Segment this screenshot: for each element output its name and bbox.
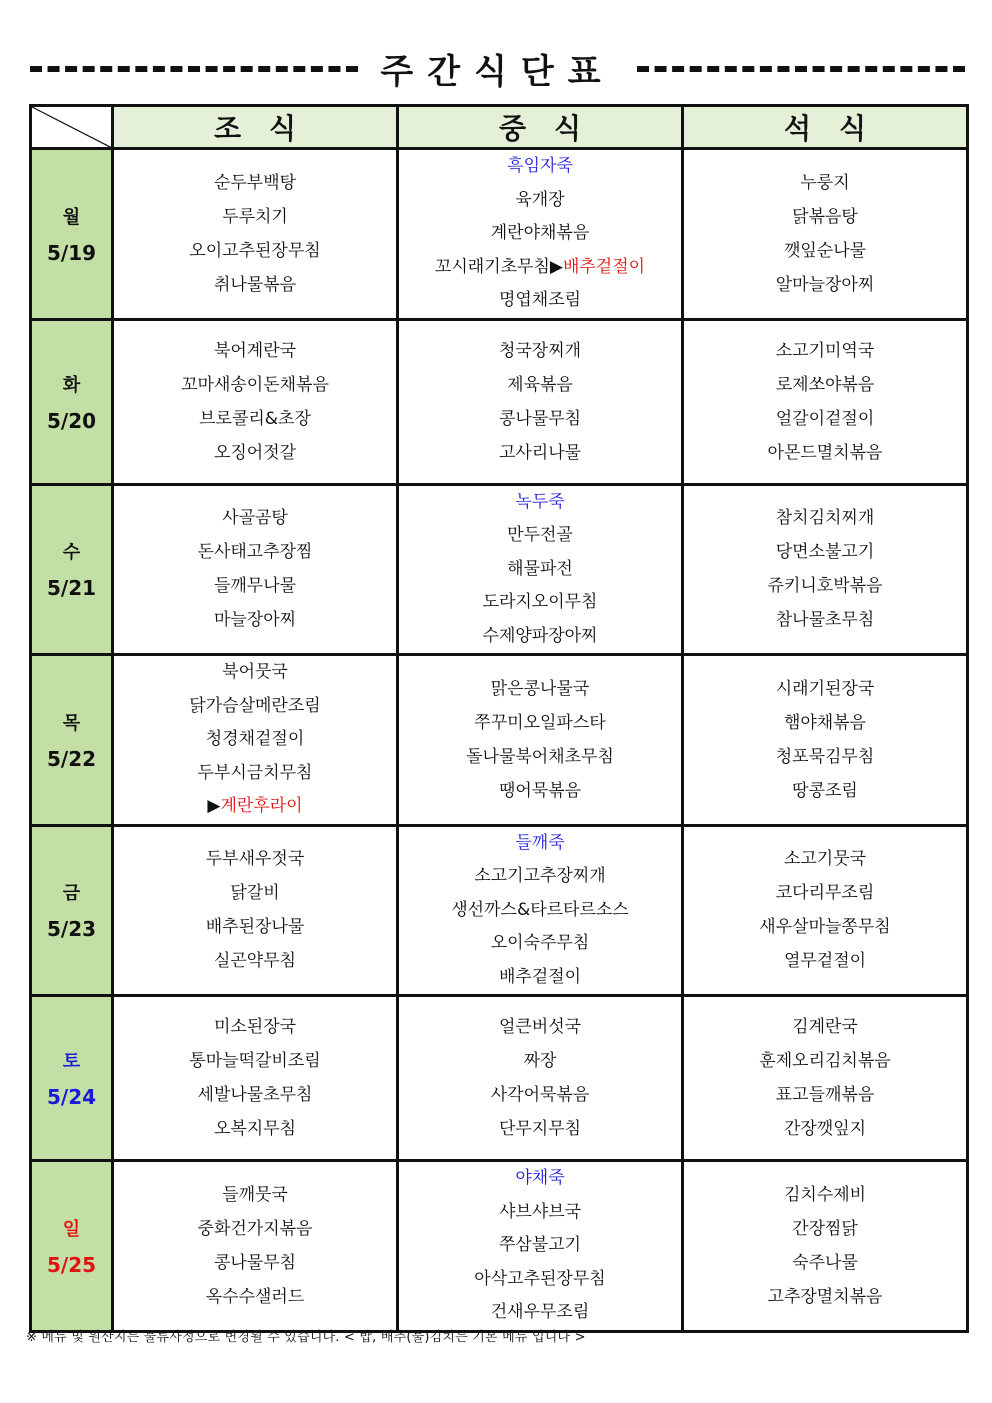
menu-item — [114, 436, 396, 470]
menu-item-text: 로제쏘야볶음 — [775, 374, 875, 395]
header-dinner: 석식 — [683, 106, 968, 149]
menu-item — [399, 217, 681, 251]
day-row — [31, 825, 968, 996]
menu-item-text: 오징어젓갈 — [213, 442, 297, 463]
menu-item-text: 해물파전 — [507, 558, 573, 579]
menu-item-text: 단무지무침 — [498, 1119, 582, 1139]
menu-item-text: 순두부백탕 — [213, 172, 297, 193]
day-row — [31, 149, 968, 320]
menu-item-text: 사각어묵볶음 — [490, 1085, 590, 1105]
menu-item-text: 두부시금치무침 — [197, 762, 313, 783]
menu-item-text: 콩나물무침 — [213, 1252, 297, 1273]
breakfast-cell — [113, 655, 398, 826]
menu-item-text: 코다리무조림 — [775, 883, 875, 904]
menu-item — [114, 876, 396, 910]
menu-item-text: ▶ — [207, 796, 221, 816]
menu-item-text: 짜장 — [523, 1051, 557, 1071]
menu-item — [114, 200, 396, 234]
menu-item-text: 김치수제비 — [783, 1184, 867, 1205]
menu-item-text: 실곤약무침 — [213, 951, 297, 972]
menu-item-text: 북어뭇국 — [222, 662, 288, 682]
menu-item-text: 들깨죽 — [515, 832, 565, 853]
day-date: 5/21 — [46, 576, 97, 601]
menu-item-text: 알마늘장아찌 — [775, 274, 875, 295]
menu-item-text: 육개장 — [515, 189, 565, 210]
day-name: 일 — [62, 1218, 81, 1240]
day-row — [31, 996, 968, 1161]
menu-item-text: 청포묵김무침 — [775, 746, 875, 767]
menu-item-text: 쭈삼불고기 — [498, 1235, 582, 1255]
menu-item — [114, 234, 396, 268]
menu-item-text: 샤브샤브국 — [498, 1201, 582, 1222]
day-row — [31, 655, 968, 826]
menu-item — [114, 842, 396, 876]
menu-item — [399, 620, 681, 654]
menu-item — [114, 1078, 396, 1112]
menu-item — [684, 436, 966, 470]
menu-item-text: 아몬드멸치볶음 — [767, 442, 883, 463]
menu-item — [684, 1010, 966, 1044]
menu-item-text: 꼬시래기초무침▶ — [434, 256, 563, 277]
menu-item — [684, 200, 966, 234]
menu-item — [114, 910, 396, 944]
menu-item-text: 수제양파장아찌 — [482, 625, 598, 646]
menu-item-text: 오이숙주무침 — [490, 933, 590, 953]
menu-item-text: 소고기고추장찌개 — [474, 866, 606, 886]
menu-item — [399, 860, 681, 894]
menu-item-text: 아삭고추된장무침 — [474, 1268, 606, 1289]
menu-item — [114, 690, 396, 724]
lunch-cell — [398, 996, 683, 1161]
menu-item-text: 누룽지 — [800, 172, 850, 193]
menu-item-text: 배추겉절이 — [498, 966, 582, 987]
menu-item — [399, 1196, 681, 1230]
menu-item-text: 녹두죽 — [515, 491, 565, 512]
breakfast-cell — [113, 825, 398, 996]
menu-item — [114, 334, 396, 368]
menu-item — [684, 1246, 966, 1280]
menu-item — [114, 723, 396, 757]
menu-item-text: 들깨무나물 — [213, 576, 297, 597]
day-name: 목 — [62, 712, 81, 734]
menu-item — [684, 944, 966, 978]
menu-item — [684, 672, 966, 706]
menu-item — [399, 1296, 681, 1330]
menu-item-text: 깻잎순나물 — [783, 240, 867, 261]
day-cell — [31, 655, 113, 826]
corner-cell — [31, 106, 113, 149]
menu-item — [114, 1178, 396, 1212]
menu-item-text: 표고들깨볶음 — [775, 1085, 875, 1105]
menu-item — [399, 827, 681, 861]
menu-item — [114, 368, 396, 402]
day-date: 5/22 — [46, 746, 97, 771]
breakfast-cell — [113, 149, 398, 320]
menu-item-text: 맑은콩나물국 — [490, 678, 590, 699]
menu-item-text: 열무겉절이 — [783, 951, 867, 972]
menu-item-text: 사골곰탕 — [222, 508, 288, 529]
lunch-cell — [398, 484, 683, 655]
day-row — [31, 484, 968, 655]
menu-item — [399, 251, 681, 285]
menu-item-text: 당면소불고기 — [775, 542, 875, 563]
title-row — [30, 46, 965, 90]
menu-item-text: 얼갈이겉절이 — [775, 408, 875, 429]
day-cell — [31, 1161, 113, 1332]
menu-item — [114, 1010, 396, 1044]
menu-item-text: 명엽채조림 — [498, 290, 582, 310]
menu-item — [114, 1246, 396, 1280]
menu-item — [399, 894, 681, 928]
menu-item — [684, 501, 966, 535]
menu-item — [399, 1010, 681, 1044]
menu-item — [399, 1162, 681, 1196]
menu-item-text: 야채죽 — [515, 1168, 565, 1188]
menu-item-text: 옥수수샐러드 — [205, 1286, 305, 1307]
menu-item-text: 콩나물무침 — [498, 408, 582, 429]
day-date: 5/23 — [46, 917, 97, 942]
header-breakfast: 조식 — [113, 106, 398, 149]
day-cell — [31, 825, 113, 996]
menu-item-text: 통마늘떡갈비조림 — [189, 1051, 321, 1071]
menu-item — [684, 368, 966, 402]
day-date: 5/24 — [46, 1085, 97, 1109]
menu-item-text: 브로콜리&초장 — [199, 408, 311, 429]
menu-item — [684, 740, 966, 774]
day-name: 수 — [62, 542, 81, 564]
menu-item — [684, 268, 966, 302]
menu-item-text: 청경채겉절이 — [205, 729, 305, 749]
day-name: 금 — [62, 883, 81, 905]
dinner-cell — [683, 1161, 968, 1332]
menu-item-text: 두루치기 — [222, 206, 288, 227]
menu-item-text: 오복지무침 — [213, 1119, 297, 1139]
day-cell — [31, 149, 113, 320]
menu-item-text: 오이고추된장무침 — [189, 240, 321, 261]
menu-item-text: 새우살마늘쫑무침 — [759, 917, 891, 938]
menu-item-text: 쥬키니호박볶음 — [767, 576, 883, 597]
menu-item — [684, 876, 966, 910]
dinner-cell — [683, 655, 968, 826]
menu-item — [114, 268, 396, 302]
page-title: 주간식단표 — [380, 51, 615, 92]
menu-item-text: 꼬마새송이돈채볶음 — [181, 374, 329, 395]
menu-item — [684, 603, 966, 637]
menu-item-text: 훈제오리김치볶음 — [759, 1051, 891, 1071]
menu-item — [399, 368, 681, 402]
menu-item-text: 닭가슴살메란조림 — [189, 695, 321, 716]
menu-item — [399, 740, 681, 774]
menu-item-text: 청국장찌개 — [498, 340, 582, 361]
menu-item — [399, 586, 681, 620]
menu-item-text: 소고기미역국 — [775, 340, 875, 361]
menu-item — [399, 284, 681, 318]
header-lunch: 중식 — [398, 106, 683, 149]
menu-item — [399, 1112, 681, 1146]
menu-item-text: 간장깻잎지 — [783, 1119, 867, 1139]
day-name: 화 — [62, 374, 81, 396]
day-cell — [31, 319, 113, 484]
menu-item-highlight: 계란후라이 — [220, 796, 303, 816]
menu-item — [399, 334, 681, 368]
menu-item — [684, 706, 966, 740]
menu-item-text: 간장찜닭 — [792, 1218, 858, 1239]
day-date: 5/20 — [46, 408, 97, 433]
menu-item — [684, 1078, 966, 1112]
menu-item-text: 생선까스&타르타르소스 — [451, 899, 629, 920]
menu-item-text: 만두전골 — [507, 525, 573, 545]
day-row — [31, 1161, 968, 1332]
menu-item-text: 도라지오이무침 — [482, 592, 598, 612]
dinner-cell — [683, 484, 968, 655]
menu-item — [399, 774, 681, 808]
menu-item — [684, 774, 966, 808]
lunch-cell — [398, 319, 683, 484]
day-name: 토 — [62, 1051, 81, 1072]
menu-item — [684, 402, 966, 436]
menu-item-text: 참나물초무침 — [775, 610, 875, 631]
menu-item — [399, 1044, 681, 1078]
menu-item-text: 세발나물초무침 — [197, 1085, 313, 1105]
menu-item — [684, 334, 966, 368]
menu-item-text: 소고기뭇국 — [783, 849, 867, 870]
menu-item — [684, 1044, 966, 1078]
menu-item-text: 땅콩조림 — [792, 780, 858, 801]
menu-item — [399, 1229, 681, 1263]
menu-item-text: 건새우무조림 — [490, 1302, 590, 1322]
menu-item — [399, 672, 681, 706]
header-row — [31, 106, 968, 149]
breakfast-cell — [113, 1161, 398, 1332]
day-date: 5/19 — [46, 240, 97, 265]
menu-item — [684, 166, 966, 200]
menu-item — [114, 1212, 396, 1246]
dinner-cell — [683, 825, 968, 996]
menu-item-text: 미소된장국 — [213, 1017, 297, 1037]
lunch-cell — [398, 1161, 683, 1332]
menu-item-text: 얼큰버섯국 — [498, 1017, 582, 1037]
menu-item-text: 고추장멸치볶음 — [767, 1286, 883, 1307]
menu-item — [684, 1212, 966, 1246]
menu-item-text: 닭갈비 — [230, 883, 280, 904]
menu-item-text: 중화건가지볶음 — [197, 1218, 313, 1239]
menu-item-text: 쭈꾸미오일파스타 — [474, 712, 606, 733]
menu-item — [114, 402, 396, 436]
day-date: 5/25 — [46, 1252, 97, 1277]
menu-item — [114, 535, 396, 569]
lunch-cell — [398, 655, 683, 826]
menu-item — [114, 569, 396, 603]
menu-item — [114, 1112, 396, 1146]
menu-item-text: 계란야채볶음 — [490, 223, 590, 243]
menu-item-text: 땡어묵볶음 — [498, 780, 582, 801]
menu-item-text: 시래기된장국 — [775, 678, 875, 699]
menu-item — [399, 519, 681, 553]
menu-item-text: 북어계란국 — [213, 340, 297, 361]
menu-item — [399, 706, 681, 740]
menu-item-text: 제육볶음 — [507, 374, 573, 395]
menu-item-text: 돌나물북어채초무침 — [466, 746, 614, 767]
menu-item — [399, 1078, 681, 1112]
menu-item — [684, 1178, 966, 1212]
title-dash-left — [30, 66, 358, 72]
menu-item — [684, 1280, 966, 1314]
menu-item — [399, 486, 681, 520]
menu-item — [684, 1112, 966, 1146]
breakfast-cell — [113, 996, 398, 1161]
menu-item — [684, 535, 966, 569]
menu-item — [114, 757, 396, 791]
menu-item — [684, 569, 966, 603]
menu-item — [684, 842, 966, 876]
menu-item-text: 김계란국 — [792, 1017, 858, 1037]
day-cell — [31, 996, 113, 1161]
dinner-cell — [683, 319, 968, 484]
day-name: 월 — [62, 206, 81, 228]
menu-item — [399, 402, 681, 436]
menu-item-text: 마늘장아찌 — [213, 610, 297, 631]
day-row — [31, 319, 968, 484]
menu-item-text: 배추된장나물 — [205, 917, 305, 938]
menu-item — [399, 1263, 681, 1297]
menu-item — [399, 961, 681, 995]
dinner-cell — [683, 149, 968, 320]
menu-item — [114, 166, 396, 200]
menu-item-text: 닭볶음탕 — [792, 206, 858, 227]
menu-item-text: 참치김치찌개 — [775, 508, 875, 529]
menu-table — [29, 104, 969, 1333]
menu-item-text: 들깨뭇국 — [222, 1184, 288, 1205]
menu-item — [399, 436, 681, 470]
menu-item-text: 취나물볶음 — [213, 274, 297, 295]
menu-item — [399, 150, 681, 184]
menu-item-text: 숙주나물 — [792, 1252, 858, 1273]
lunch-cell — [398, 825, 683, 996]
menu-item — [114, 1280, 396, 1314]
menu-item — [114, 603, 396, 637]
menu-item — [684, 234, 966, 268]
menu-item — [399, 553, 681, 587]
breakfast-cell — [113, 319, 398, 484]
title-dash-right — [637, 66, 965, 72]
breakfast-cell — [113, 484, 398, 655]
menu-item-text: 두부새우젓국 — [205, 849, 305, 870]
menu-item — [114, 790, 396, 824]
footnote: ※ 메뉴 및 원산지는 물류사정으로 변경될 수 있습니다. < 밥, 배추(물)김치는 기본 메뉴 입니다 > — [26, 1330, 586, 1345]
menu-item — [114, 1044, 396, 1078]
menu-item-text: 고사리나물 — [498, 442, 582, 463]
dinner-cell — [683, 996, 968, 1161]
menu-body — [31, 149, 968, 1332]
day-cell — [31, 484, 113, 655]
menu-item — [399, 927, 681, 961]
menu-item-text: 돈사태고추장찜 — [197, 542, 313, 563]
menu-item — [114, 501, 396, 535]
menu-item — [399, 184, 681, 218]
menu-item — [684, 910, 966, 944]
menu-item-highlight: 배추겉절이 — [562, 256, 646, 277]
corner-diagonal — [32, 107, 113, 149]
lunch-cell — [398, 149, 683, 320]
menu-item — [114, 656, 396, 690]
menu-item — [114, 944, 396, 978]
menu-item-text: 햄야채볶음 — [783, 712, 867, 733]
menu-item-text: 흑임자죽 — [507, 156, 573, 176]
